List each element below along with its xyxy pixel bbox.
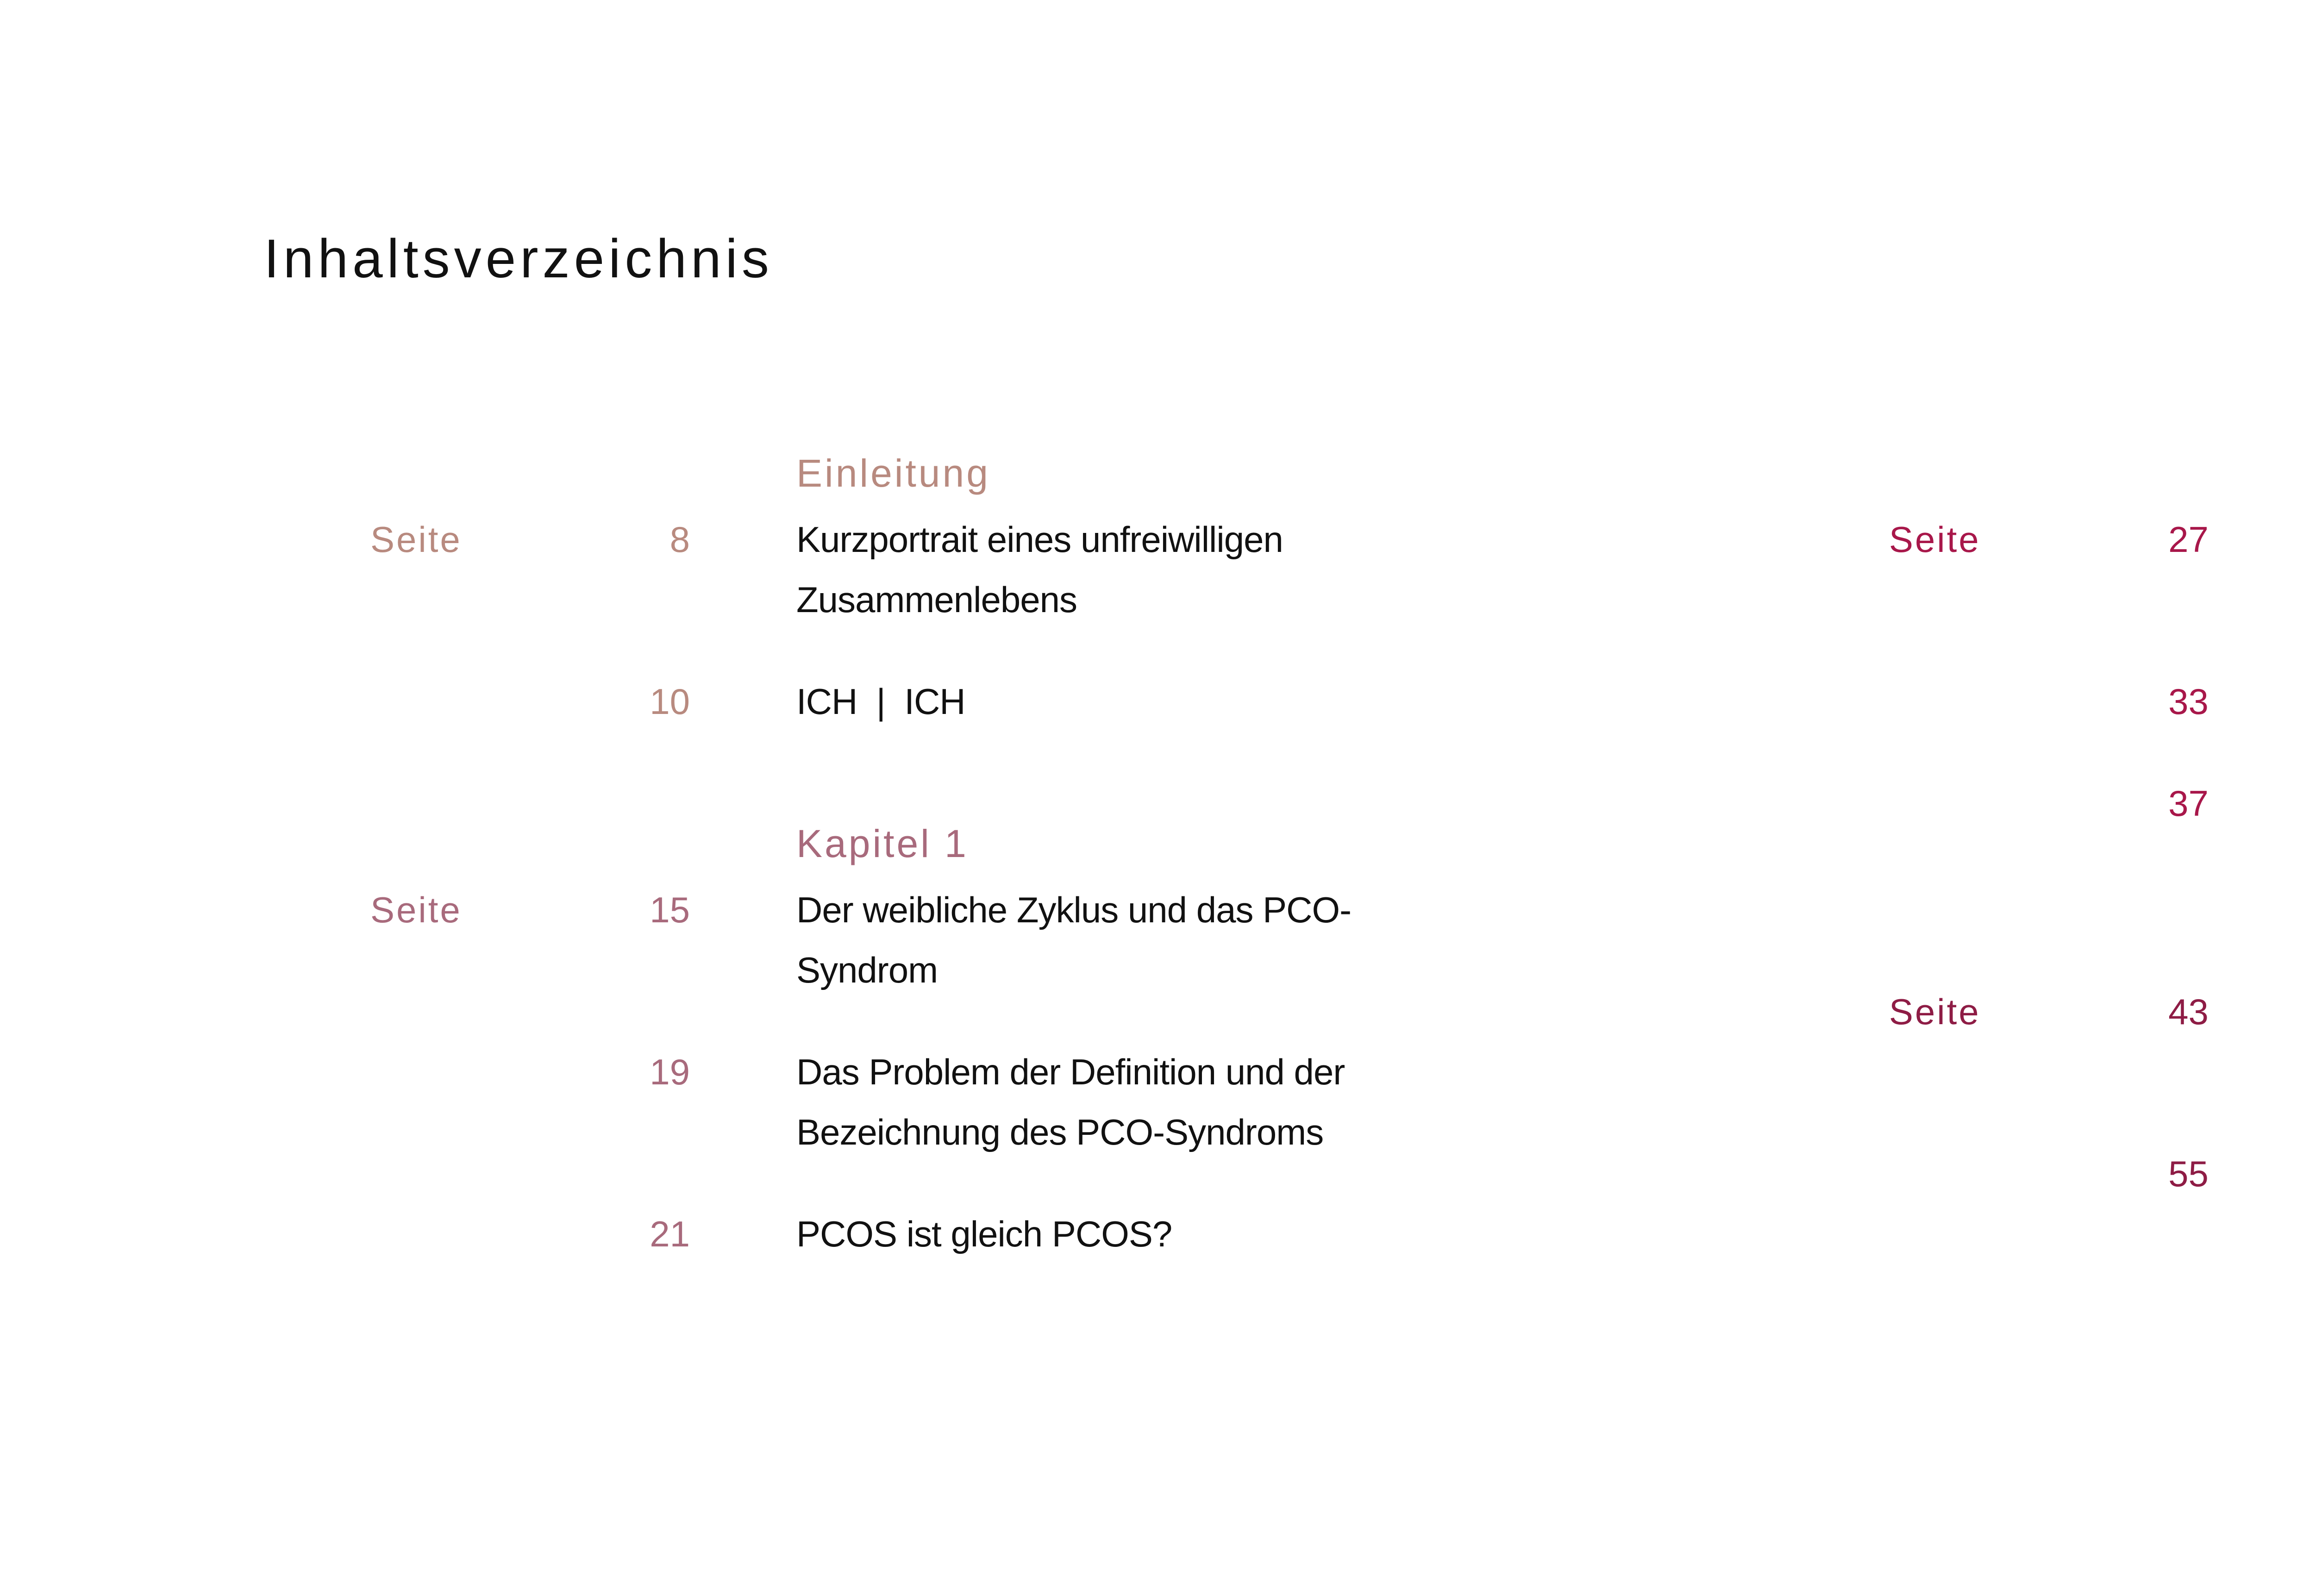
- entry-title[interactable]: PCOS ist gleich PCOS?: [796, 1214, 1172, 1254]
- toc-entry[interactable]: [1519, 509, 2315, 630]
- toc-entry[interactable]: [0, 509, 1593, 630]
- entry-title[interactable]: Kurzportrait eines unfreiwilligen Zusammenlebens: [796, 519, 1283, 620]
- seite-label: Seite: [370, 519, 462, 560]
- toc-entry[interactable]: [0, 671, 1593, 732]
- section-kapitel-1: [0, 824, 1593, 1264]
- page-number: 27: [2168, 519, 2209, 560]
- page-number: 43: [2168, 991, 2209, 1032]
- section-einleitung: [0, 451, 1593, 732]
- page-number: 21: [650, 1214, 690, 1254]
- toc-entry[interactable]: [1519, 773, 2315, 833]
- toc-right-column: [1519, 454, 2315, 1357]
- page-number: 8: [669, 519, 690, 560]
- section-heading-kapitel-1[interactable]: Kapitel 1: [796, 822, 969, 865]
- entry-title[interactable]: ICH | ICH: [796, 681, 965, 722]
- entry-title[interactable]: Der weibliche Zyklus und das PCO-Syndrom: [796, 889, 1351, 990]
- page-number: 19: [650, 1051, 690, 1092]
- toc-entry[interactable]: [1519, 1144, 2315, 1264]
- toc-entry[interactable]: [1519, 671, 2315, 732]
- toc-entry[interactable]: [0, 1204, 1593, 1264]
- section-kapitel-2: [1519, 454, 2315, 833]
- entry-title[interactable]: Das Problem der Definition und der Bezeichnung des PCO-Syndroms: [796, 1051, 1345, 1152]
- page-number: 55: [2168, 1153, 2209, 1194]
- section-kapitel-3: [1519, 926, 2315, 1264]
- page-title: Inhaltsverzeichnis: [264, 228, 773, 289]
- page-number: 33: [2168, 681, 2209, 722]
- page-number: 37: [2168, 783, 2209, 824]
- toc-entry[interactable]: [0, 1042, 1593, 1162]
- seite-label: Seite: [1889, 519, 1981, 560]
- page-number: 10: [650, 681, 690, 722]
- toc-left-column: [0, 451, 1593, 1357]
- seite-label: Seite: [1889, 991, 1981, 1032]
- section-heading-einleitung[interactable]: Einleitung: [796, 451, 990, 495]
- page-number: 15: [650, 889, 690, 930]
- seite-label: Seite: [370, 889, 462, 930]
- toc-entry[interactable]: [0, 880, 1593, 1000]
- toc-entry[interactable]: [1519, 982, 2315, 1102]
